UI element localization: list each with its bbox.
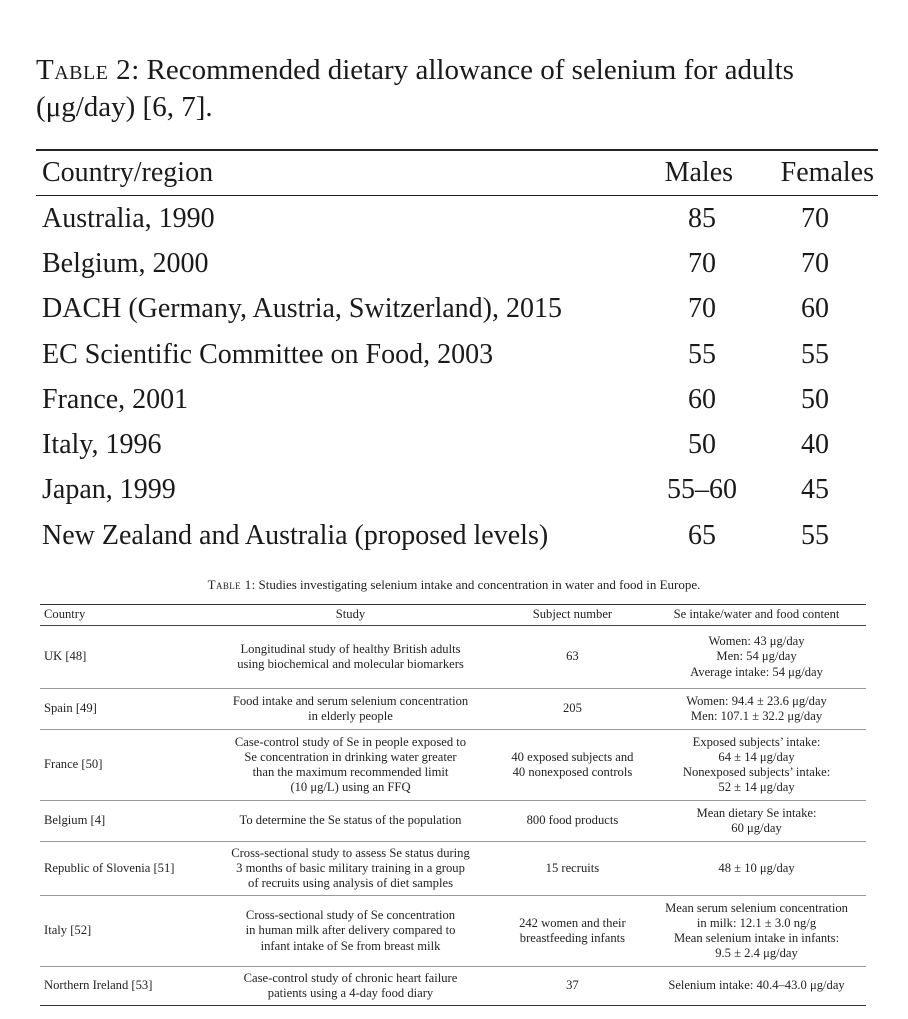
- table1-cell-intake-line: Women: 94.4 ± 23.6 μg/day: [686, 693, 827, 708]
- table1-cell-country-line: Italy [52]: [44, 923, 92, 938]
- table1-cell-intake-line: 60 μg/day: [731, 821, 782, 835]
- table1-header-intake: Se intake/water and food content: [673, 607, 840, 622]
- table2-cell-females: 55: [801, 519, 829, 551]
- table2-row: [36, 422, 878, 467]
- table2-row: [36, 332, 878, 377]
- table2-caption-label: Table 2: [36, 54, 132, 86]
- table1-cell-intake: [647, 694, 866, 724]
- table2-row: [36, 468, 878, 513]
- table1-cell-intake: [647, 978, 866, 993]
- table2-cell-females: 55: [801, 338, 829, 370]
- table1-cell-study-line: infant intake of Se from breast milk: [260, 938, 441, 953]
- table1-cell-subject-line: breastfeeding infants: [519, 931, 626, 945]
- table2-cell-females: 45: [801, 474, 829, 506]
- table1-cell-study-line: (10 μg/L) using an FFQ: [290, 780, 411, 795]
- table1-cell-study-line: in elderly people: [308, 709, 393, 723]
- table1-header-country: Country: [44, 607, 86, 622]
- table1-cell-subject-line: 40 nonexposed controls: [512, 765, 633, 779]
- table1-cell-country-line: Republic of Slovenia [51]: [44, 860, 175, 875]
- table2-header-country: Country/region: [42, 157, 214, 188]
- table2-row: [36, 287, 878, 332]
- table1-cell-intake-line: Average intake: 54 μg/day: [690, 664, 823, 679]
- table1-row: [40, 967, 866, 1005]
- table2-cell-males: 50: [688, 429, 716, 461]
- table1-cell-study: [203, 813, 498, 828]
- table2-cell-females: 70: [801, 247, 829, 279]
- table1-cell-study: [203, 694, 498, 724]
- table1-cell-intake-line: 64 ± 14 μg/day: [718, 749, 795, 764]
- table1-cell-subject-line: 800 food products: [526, 813, 619, 828]
- table1-row: [40, 896, 866, 966]
- table1-cell-study-line: in human milk after delivery compared to: [245, 923, 456, 938]
- table1-cell-study-line: Cross-sectional study to assess Se status during: [231, 845, 470, 860]
- table1-cell-study-line: patients using a 4-day food diary: [267, 986, 434, 1000]
- table1-cell-intake-line: 48 ± 10 μg/day: [718, 860, 795, 875]
- table2-cell-males: 70: [688, 293, 716, 325]
- table1-cell-intake: [647, 735, 866, 796]
- table1-cell-intake-line: in milk: 12.1 ± 3.0 ng/g: [696, 915, 817, 930]
- table1-cell-country-line: Belgium [4]: [44, 813, 106, 828]
- table1-bottom-rule: [40, 1005, 866, 1006]
- table1-cell-subject: [498, 649, 647, 664]
- table2-cell-country: Japan, 1999: [42, 474, 176, 506]
- table1-cell-study-line: using biochemical and molecular biomarkers: [237, 657, 464, 671]
- table1-caption: [0, 577, 908, 593]
- table1-cell-study: [203, 642, 498, 672]
- table1-cell-country: [40, 649, 203, 664]
- table2-header-females: Females: [780, 157, 874, 188]
- table2-row: [36, 513, 878, 558]
- table1-header-row: [40, 605, 866, 625]
- table2-cell-country: DACH (Germany, Austria, Switzerland), 2015: [42, 293, 562, 325]
- table1-cell-subject: [498, 978, 647, 993]
- table1-caption-label: Table 1: [207, 577, 252, 592]
- table1-cell-intake-line: Men: 54 μg/day: [716, 649, 797, 664]
- table1-cell-country-line: France [50]: [44, 757, 103, 772]
- table1-cell-country: [40, 923, 203, 938]
- table1-cell-intake-line: Selenium intake: 40.4–43.0 μg/day: [668, 978, 845, 993]
- table1-cell-intake-line: 9.5 ± 2.4 μg/day: [715, 946, 798, 961]
- table2-row: [36, 196, 878, 241]
- table1-cell-study-line: To determine the Se status of the population: [239, 813, 462, 828]
- table1-cell-study: [203, 971, 498, 1001]
- table1-cell-study-line: of recruits using analysis of diet samples: [248, 876, 453, 891]
- table1-cell-subject-line: 63: [566, 649, 579, 664]
- table2-cell-country: New Zealand and Australia (proposed levels): [42, 519, 549, 551]
- table1-cell-country: [40, 757, 203, 772]
- table1-body: [40, 626, 866, 1005]
- table2-cell-females: 40: [801, 429, 829, 461]
- table1-cell-study: [203, 846, 498, 892]
- table2-row: [36, 377, 878, 422]
- table1-cell-subject-line: 37: [566, 978, 579, 993]
- table1-caption-text: : Studies investigating selenium intake and concentration in water and food in Europe.: [251, 577, 701, 592]
- table2-cell-country: Australia, 1990: [42, 202, 215, 234]
- table1-cell-study-line: Case-control study of chronic heart failure: [243, 970, 458, 985]
- table1-cell-subject: [498, 861, 647, 876]
- table1-cell-intake-line: 52 ± 14 μg/day: [718, 780, 795, 795]
- table1-cell-intake-line: Mean dietary Se intake:: [696, 805, 817, 820]
- table1-cell-study-line: Food intake and serum selenium concentration: [232, 693, 469, 708]
- table2-cell-country: France, 2001: [42, 383, 189, 415]
- table2-cell-males: 70: [688, 247, 716, 279]
- table1-cell-intake-line: Exposed subjects’ intake:: [692, 734, 821, 749]
- table1-row: [40, 689, 866, 729]
- table1-cell-country-line: Spain [49]: [44, 701, 97, 716]
- table1: [40, 604, 866, 1006]
- table2-caption-text: : Recommended dietary allowance of selenium for adults (μg/day) [6, 7].: [36, 54, 794, 123]
- table1-cell-study-line: 3 months of basic military training in a group: [236, 860, 465, 875]
- table1-cell-study: [203, 908, 498, 954]
- table1-cell-study-line: than the maximum recommended limit: [252, 765, 449, 779]
- table2: [36, 149, 878, 558]
- table1-row: [40, 801, 866, 841]
- table1-cell-intake-line: Mean selenium intake in infants:: [673, 931, 840, 945]
- table1-cell-subject-line: 205: [562, 701, 582, 716]
- table1-cell-intake: [647, 901, 866, 962]
- table1-cell-subject: [498, 701, 647, 716]
- table2-header-males: Males: [664, 157, 734, 188]
- table2-cell-females: 70: [801, 202, 829, 234]
- table2-cell-females: 60: [801, 293, 829, 325]
- table2-cell-males: 85: [688, 202, 716, 234]
- table1-cell-study-line: Se concentration in drinking water greater: [244, 749, 457, 764]
- table1-cell-country: [40, 701, 203, 716]
- table1-cell-subject-line: 15 recruits: [545, 860, 600, 875]
- table1-cell-subject: [498, 750, 647, 780]
- table2-cell-females: 50: [801, 383, 829, 415]
- table1-cell-country: [40, 813, 203, 828]
- table1-cell-intake-line: Men: 107.1 ± 32.2 μg/day: [690, 709, 823, 723]
- table2-cell-males: 55: [688, 338, 716, 370]
- table1-cell-study: [203, 735, 498, 796]
- table1-cell-country: [40, 861, 203, 876]
- table1-cell-subject: [498, 916, 647, 946]
- table2-body: [36, 196, 878, 558]
- table1-cell-country-line: UK [48]: [44, 649, 87, 664]
- table1-cell-country-line: Northern Ireland [53]: [44, 978, 153, 993]
- table2-cell-country: EC Scientific Committee on Food, 2003: [42, 338, 494, 370]
- table1-cell-subject-line: 40 exposed subjects and: [511, 749, 634, 764]
- table1-cell-intake: [647, 634, 866, 680]
- table1-cell-study-line: Longitudinal study of healthy British adults: [240, 641, 461, 656]
- table1-cell-country: [40, 978, 203, 993]
- table1-cell-intake: [647, 861, 866, 876]
- table1-cell-intake: [647, 806, 866, 836]
- table1-header-subject: Subject number: [532, 607, 613, 622]
- table1-cell-intake-line: Nonexposed subjects’ intake:: [682, 765, 831, 779]
- table1-cell-study-line: Cross-sectional study of Se concentration: [245, 908, 456, 923]
- table1-cell-study-line: Case-control study of Se in people exposed to: [234, 734, 467, 749]
- table2-cell-males: 60: [688, 383, 716, 415]
- table2-cell-country: Belgium, 2000: [42, 247, 209, 279]
- table1-cell-intake-line: Mean serum selenium concentration: [665, 900, 848, 915]
- table1-cell-intake-line: Women: 43 μg/day: [708, 634, 805, 649]
- table2-cell-males: 55–60: [667, 474, 737, 506]
- table1-row: [40, 842, 866, 895]
- table2-cell-country: Italy, 1996: [42, 429, 162, 461]
- table1-row: [40, 730, 866, 800]
- table1-cell-subject: [498, 813, 647, 828]
- table2-cell-males: 65: [688, 519, 716, 551]
- table2-header-row: [36, 151, 878, 195]
- table2-row: [36, 241, 878, 286]
- table1-row: [40, 626, 866, 688]
- table2-caption: [36, 52, 896, 126]
- table1-header-study: Study: [335, 607, 366, 622]
- table1-cell-subject-line: 242 women and their: [519, 915, 626, 930]
